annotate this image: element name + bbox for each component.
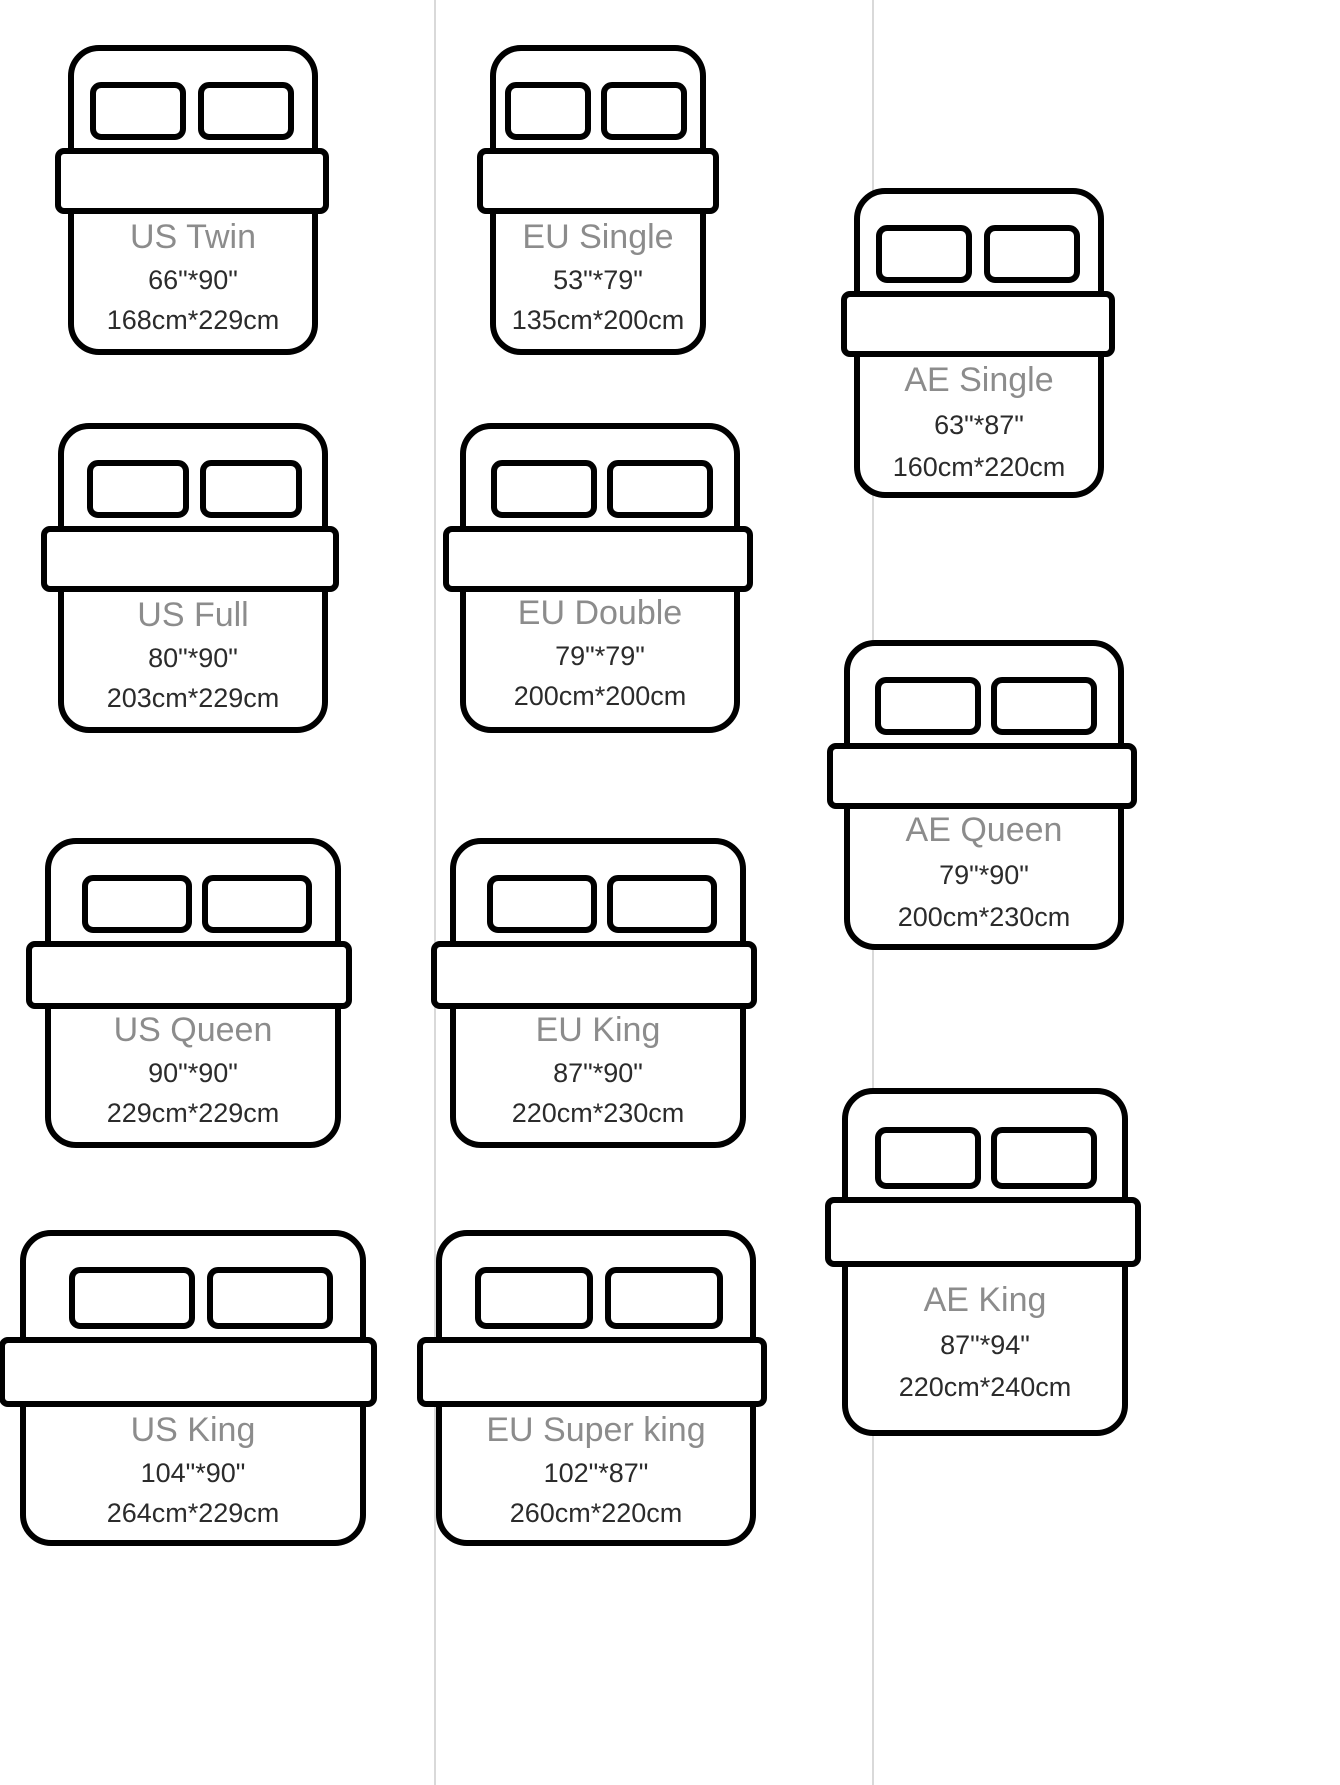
bed-dimension-metric: 135cm*200cm [511, 305, 685, 335]
bed-eu-king [450, 838, 746, 1148]
column-eu [436, 0, 872, 1785]
bed-dimension-imperial: 53"*79" [553, 265, 643, 295]
bed-dimension-metric: 203cm*229cm [106, 683, 280, 713]
bed-dimension-imperial: 79"*90" [939, 860, 1029, 890]
bed-label: AE King [923, 1281, 1047, 1319]
bed-dimension-imperial: 87"*90" [553, 1058, 643, 1088]
bed-eu-super-king [436, 1230, 756, 1546]
bed-dimension-metric: 264cm*229cm [106, 1498, 280, 1528]
bed-dimension-metric: 220cm*240cm [898, 1372, 1072, 1402]
bed-dimension-metric: 200cm*230cm [897, 902, 1071, 932]
column-ae [874, 0, 1340, 1785]
column-us [0, 0, 434, 1785]
bed-dimension-imperial: 90"*90" [148, 1058, 238, 1088]
bed-us-full [58, 423, 328, 733]
bed-dimension-metric: 160cm*220cm [892, 452, 1066, 482]
bed-eu-single [490, 45, 706, 355]
bed-dimension-imperial: 102"*87" [543, 1458, 649, 1488]
bed-ae-king [842, 1088, 1128, 1436]
bed-dimension-metric: 168cm*229cm [106, 305, 280, 335]
bed-label: EU King [535, 1011, 661, 1049]
bed-label: US Queen [113, 1011, 273, 1049]
bed-ae-single [854, 188, 1104, 498]
bed-us-king [20, 1230, 366, 1546]
bed-ae-queen [844, 640, 1124, 950]
bed-eu-double [460, 423, 740, 733]
bed-dimension-imperial: 66"*90" [148, 265, 238, 295]
bed-label: AE Single [904, 361, 1054, 399]
bed-dimension-metric: 200cm*200cm [513, 681, 687, 711]
bed-dimension-imperial: 80"*90" [148, 643, 238, 673]
bed-label: US King [130, 1411, 256, 1449]
bed-dimension-metric: 220cm*230cm [511, 1098, 685, 1128]
bed-dimension-metric: 260cm*220cm [509, 1498, 683, 1528]
bed-dimension-imperial: 63"*87" [934, 410, 1024, 440]
bed-label: AE Queen [905, 811, 1063, 849]
bed-label: EU Double [517, 594, 683, 632]
bed-us-twin [68, 45, 318, 355]
bed-dimension-imperial: 87"*94" [940, 1330, 1030, 1360]
bed-us-queen [45, 838, 341, 1148]
bed-label: EU Super king [486, 1411, 706, 1449]
bed-label: EU Single [522, 218, 674, 256]
bed-dimension-imperial: 104"*90" [140, 1458, 246, 1488]
bed-dimension-imperial: 79"*79" [555, 641, 645, 671]
bed-label: US Twin [130, 218, 256, 256]
bed-dimension-metric: 229cm*229cm [106, 1098, 280, 1128]
bed-label: US Full [137, 596, 249, 634]
